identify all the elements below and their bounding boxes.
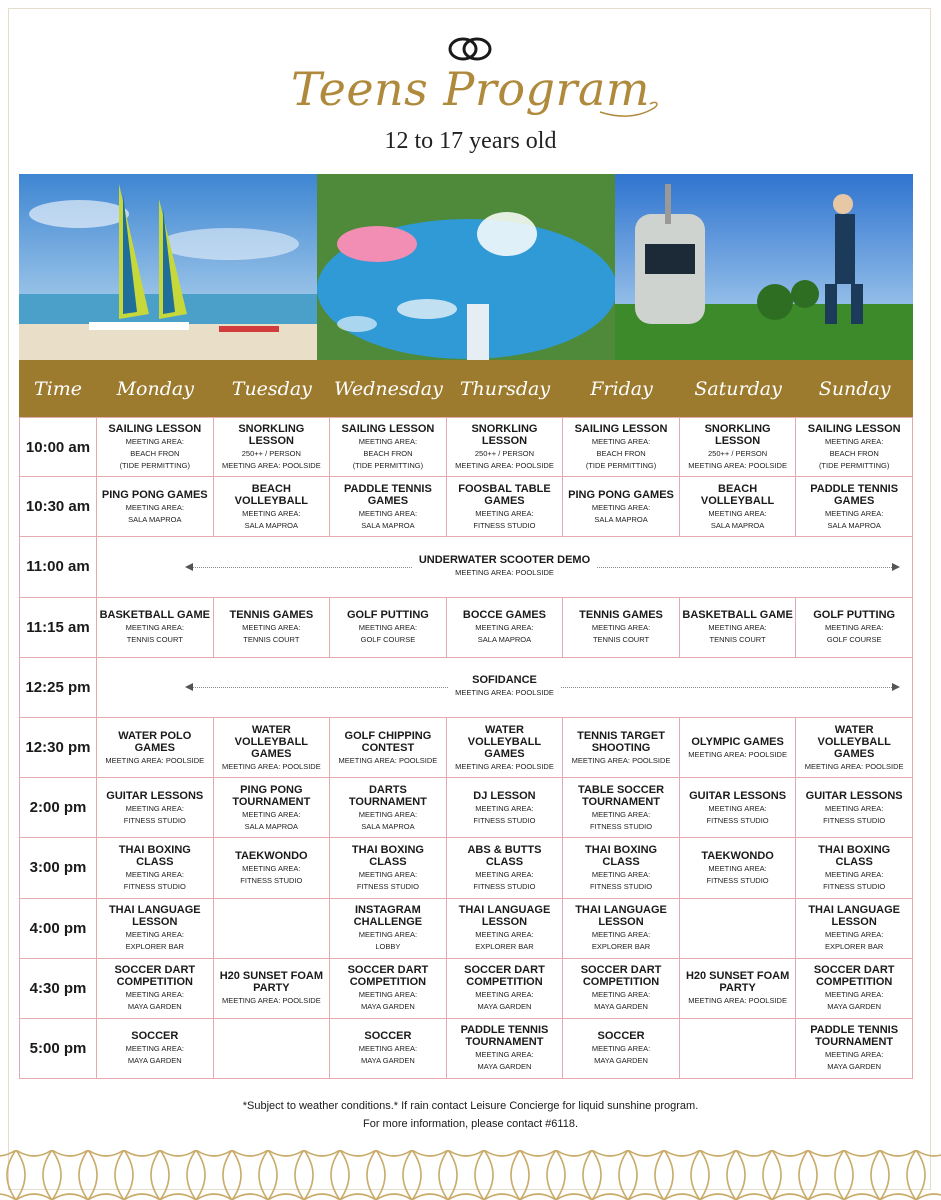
time-slot: 11:00 am bbox=[19, 537, 97, 596]
meeting-area: MEETING AREA: bbox=[824, 437, 884, 447]
meeting-area: BEACH FRON bbox=[596, 449, 646, 459]
schedule-row bbox=[19, 537, 913, 597]
activity-name: SAILING LESSON bbox=[108, 423, 202, 436]
activity-name: DARTS TOURNAMENT bbox=[348, 783, 427, 808]
event-label-box bbox=[449, 674, 560, 698]
meeting-area: MEETING AREA: bbox=[824, 508, 884, 518]
schedule-row bbox=[19, 477, 913, 537]
activity-cell bbox=[330, 899, 447, 958]
meeting-area: (TIDE PERMITTING) bbox=[585, 461, 657, 471]
activity-name: INSTAGRAM CHALLENGE bbox=[353, 904, 423, 929]
interlocking-rings-icon bbox=[446, 36, 494, 62]
activity-name: SAILING LESSON bbox=[807, 423, 901, 436]
header-day: Wednesday bbox=[333, 377, 443, 400]
activity-name: OLYMPIC GAMES bbox=[691, 735, 784, 748]
activity-name: SNORKLING LESSON bbox=[238, 423, 305, 448]
meeting-area: MEETING AREA: bbox=[358, 809, 418, 819]
meeting-area: SALA MAPROA bbox=[361, 520, 415, 530]
activity-cell bbox=[563, 959, 680, 1018]
activity-name: TAEKWONDO bbox=[701, 849, 774, 862]
meeting-area: MEETING AREA: bbox=[475, 930, 534, 940]
meeting-area: MEETING AREA: POOLSIDE bbox=[221, 996, 321, 1006]
meeting-area: MEETING AREA: bbox=[242, 809, 301, 819]
meeting-area: (TIDE PERMITTING) bbox=[818, 461, 890, 471]
meeting-area: SALA MAPROA bbox=[244, 821, 299, 831]
meeting-area: MEETING AREA: bbox=[824, 1050, 884, 1060]
time-slot: 2:00 pm bbox=[19, 778, 97, 837]
activity-name: THAI LANGUAGE LESSON bbox=[808, 904, 900, 929]
activity-name: PING PONG GAMES bbox=[568, 488, 674, 501]
time-slot: 10:00 am bbox=[19, 418, 97, 476]
activity-cell bbox=[680, 838, 797, 897]
activity-name: TENNIS GAMES bbox=[229, 609, 314, 622]
meeting-area: MEETING AREA: POOLSIDE bbox=[688, 461, 787, 471]
weather-note-text: *Subject to weather conditions.* If rain contact Leisure Concierge for liquid sunshine program. bbox=[242, 1100, 699, 1112]
header-day: Tuesday bbox=[231, 377, 312, 400]
meeting-area: MEETING AREA: POOLSIDE bbox=[688, 749, 787, 759]
meeting-area: MEETING AREA: bbox=[358, 1044, 418, 1054]
activity-cell bbox=[97, 477, 214, 536]
activity-cell bbox=[447, 1019, 564, 1078]
contact-note-text: For more information, please contact #6118. bbox=[362, 1118, 579, 1130]
activity-name: GOLF CHIPPING CONTEST bbox=[344, 729, 432, 754]
meeting-area: FITNESS STUDIO bbox=[589, 821, 653, 831]
meeting-area: MEETING AREA: bbox=[475, 869, 534, 879]
meeting-area: MEETING AREA: bbox=[475, 508, 534, 518]
activity-name: WATER VOLLEYBALL GAMES bbox=[817, 723, 891, 760]
meeting-area: FITNESS STUDIO bbox=[823, 815, 886, 825]
meeting-area: MEETING AREA: bbox=[475, 990, 534, 1000]
activity-cell bbox=[563, 1019, 680, 1078]
activity-name: WATER VOLLEYBALL GAMES bbox=[234, 723, 309, 760]
meeting-area: FITNESS STUDIO bbox=[706, 875, 769, 885]
schedule-grid bbox=[19, 417, 913, 1079]
activity-cell bbox=[214, 718, 331, 777]
activity-cell bbox=[447, 838, 564, 897]
activity-cell bbox=[97, 718, 214, 777]
activity-cell bbox=[447, 418, 564, 476]
time-slot: 3:00 pm bbox=[19, 838, 97, 897]
page-title: Teens Program bbox=[290, 62, 651, 116]
activity-cell bbox=[330, 838, 447, 897]
activity-cell bbox=[97, 899, 214, 958]
activity-name: SOCCER DART COMPETITION bbox=[813, 964, 895, 989]
meeting-area: FITNESS STUDIO bbox=[356, 881, 419, 891]
meeting-area: MEETING AREA: bbox=[824, 623, 884, 633]
time-slot: 12:25 pm bbox=[19, 658, 97, 717]
meeting-area: MAYA GARDEN bbox=[477, 1062, 532, 1072]
meeting-area: MAYA GARDEN bbox=[127, 1002, 182, 1012]
activity-cell bbox=[796, 778, 913, 837]
meeting-area: TENNIS COURT bbox=[243, 635, 300, 645]
activity-name: SNORKLING LESSON bbox=[704, 423, 771, 448]
meeting-area: MEETING AREA: POOLSIDE bbox=[221, 461, 321, 471]
meeting-area: GOLF COURSE bbox=[826, 635, 882, 645]
schedule-row bbox=[19, 838, 913, 898]
meeting-area: FITNESS STUDIO bbox=[123, 815, 186, 825]
activity-name: BEACH VOLLEYBALL bbox=[234, 482, 309, 507]
meeting-area: EXPLORER BAR bbox=[824, 942, 884, 952]
meeting-area: MEETING AREA: bbox=[358, 437, 418, 447]
meeting-area: MEETING AREA: bbox=[591, 1044, 651, 1054]
activity-cell bbox=[796, 838, 913, 897]
event-label-box bbox=[413, 554, 596, 578]
activity-name: PADDLE TENNIS TOURNAMENT bbox=[460, 1024, 549, 1049]
activity-cell bbox=[447, 718, 564, 777]
activity-cell bbox=[796, 418, 913, 476]
activity-cell bbox=[447, 899, 564, 958]
meeting-area: MEETING AREA: bbox=[824, 803, 884, 813]
activity-cell bbox=[796, 598, 913, 657]
activity-name: BASKETBALL GAME bbox=[99, 609, 210, 622]
activity-name: H20 SUNSET FOAM PARTY bbox=[219, 970, 323, 995]
meeting-area: MEETING AREA: bbox=[708, 803, 767, 813]
activity-cell bbox=[214, 477, 331, 536]
activity-name: DJ LESSON bbox=[473, 789, 536, 802]
golf-photo bbox=[615, 174, 913, 360]
activity-name: BOCCE GAMES bbox=[462, 609, 547, 622]
header-day: Saturday bbox=[694, 377, 782, 400]
meeting-area: FITNESS STUDIO bbox=[473, 881, 536, 891]
activity-name: THAI LANGUAGE LESSON bbox=[575, 904, 667, 929]
activity-cell bbox=[97, 778, 214, 837]
meeting-area: MEETING AREA: POOLSIDE bbox=[338, 755, 438, 765]
schedule-row bbox=[19, 899, 913, 959]
event-label bbox=[97, 554, 912, 580]
activity-name: GOLF PUTTING bbox=[813, 609, 896, 622]
meeting-area: FITNESS STUDIO bbox=[240, 875, 303, 885]
pool-foam-party-photo bbox=[317, 174, 615, 360]
activity-name: THAI BOXING CLASS bbox=[118, 843, 191, 868]
activity-name: SOCCER bbox=[364, 1030, 412, 1043]
meeting-area: EXPLORER BAR bbox=[591, 942, 651, 952]
activity-name: SNORKLING LESSON bbox=[471, 423, 538, 448]
activity-name: TENNIS GAMES bbox=[579, 609, 663, 622]
meeting-area: 250++ / PERSON bbox=[241, 449, 301, 459]
contact-note bbox=[0, 1118, 941, 1130]
meeting-area: MAYA GARDEN bbox=[360, 1056, 415, 1066]
meeting-area: 250++ / PERSON bbox=[707, 449, 768, 459]
activity-name: TAEKWONDO bbox=[235, 849, 308, 862]
activity-cell bbox=[796, 899, 913, 958]
activity-name: SOCCER bbox=[131, 1030, 179, 1043]
meeting-area: MEETING AREA: bbox=[125, 437, 184, 447]
meeting-area: TENNIS COURT bbox=[126, 635, 183, 645]
photo-banner bbox=[19, 174, 913, 360]
activity-name: BEACH VOLLEYBALL bbox=[700, 482, 775, 507]
empty-cell bbox=[680, 899, 797, 958]
meeting-area: MEETING AREA: bbox=[242, 508, 301, 518]
meeting-area: MEETING AREA: POOLSIDE bbox=[688, 996, 787, 1006]
meeting-area: MEETING AREA: POOLSIDE bbox=[221, 761, 321, 771]
activity-name: SOCCER DART COMPETITION bbox=[347, 964, 429, 989]
page-subtitle: 12 to 17 years old bbox=[384, 128, 557, 154]
meeting-area: SALA MAPROA bbox=[128, 514, 182, 524]
meeting-area: EXPLORER BAR bbox=[475, 942, 534, 952]
meeting-area: MEETING AREA: bbox=[125, 1044, 184, 1054]
meeting-area: SALA MAPROA bbox=[477, 635, 532, 645]
meeting-area: MAYA GARDEN bbox=[477, 1002, 532, 1012]
activity-name: SAILING LESSON bbox=[341, 423, 435, 436]
meeting-area: MEETING AREA: bbox=[591, 437, 651, 447]
activity-name: PADDLE TENNIS GAMES bbox=[344, 482, 432, 507]
activity-name: SOCCER bbox=[597, 1030, 645, 1043]
meeting-area: FITNESS STUDIO bbox=[473, 520, 536, 530]
schedule-row bbox=[19, 778, 913, 838]
activity-name: PADDLE TENNIS GAMES bbox=[810, 482, 899, 507]
meeting-area: FITNESS STUDIO bbox=[589, 881, 653, 891]
activity-cell bbox=[680, 718, 797, 777]
activity-cell bbox=[97, 598, 214, 657]
activity-cell bbox=[563, 718, 680, 777]
activity-cell bbox=[796, 959, 913, 1018]
meeting-area: LOBBY bbox=[375, 942, 401, 952]
activity-name: H20 SUNSET FOAM PARTY bbox=[685, 970, 790, 995]
meeting-area: MEETING AREA: bbox=[358, 508, 418, 518]
meeting-area: MEETING AREA: bbox=[824, 869, 884, 879]
header-day: Friday bbox=[590, 377, 653, 400]
schedule-row bbox=[19, 598, 913, 658]
activity-cell bbox=[214, 418, 331, 476]
meeting-area: MEETING AREA: bbox=[125, 803, 184, 813]
meeting-area: TENNIS COURT bbox=[709, 635, 766, 645]
activity-cell bbox=[563, 598, 680, 657]
meeting-area: MAYA GARDEN bbox=[827, 1002, 882, 1012]
meeting-area: FITNESS STUDIO bbox=[473, 815, 536, 825]
activity-cell bbox=[330, 959, 447, 1018]
meeting-area: MEETING AREA: bbox=[125, 623, 184, 633]
meeting-area: MEETING AREA: POOLSIDE bbox=[455, 688, 554, 698]
schedule-header bbox=[19, 360, 913, 417]
time-slot: 11:15 am bbox=[19, 598, 97, 657]
weather-note bbox=[0, 1100, 941, 1112]
time-slot: 12:30 pm bbox=[19, 718, 97, 777]
activity-cell bbox=[563, 899, 680, 958]
meeting-area: MEETING AREA: bbox=[358, 623, 418, 633]
activity-cell bbox=[330, 598, 447, 657]
activity-name: BASKETBALL GAME bbox=[682, 609, 793, 622]
meeting-area: FITNESS STUDIO bbox=[706, 815, 769, 825]
meeting-area: FITNESS STUDIO bbox=[823, 881, 886, 891]
empty-cell bbox=[214, 1019, 331, 1078]
schedule-row bbox=[19, 959, 913, 1019]
activity-cell bbox=[447, 959, 564, 1018]
meeting-area: MAYA GARDEN bbox=[594, 1056, 648, 1066]
activity-name: WATER VOLLEYBALL GAMES bbox=[467, 723, 542, 760]
sailing-catamaran-photo bbox=[19, 174, 317, 360]
activity-cell bbox=[97, 1019, 214, 1078]
activity-name: TENNIS TARGET SHOOTING bbox=[577, 729, 665, 754]
meeting-area: MAYA GARDEN bbox=[827, 1062, 882, 1072]
meeting-area: MEETING AREA: bbox=[591, 930, 651, 940]
meeting-area: MEETING AREA: bbox=[475, 1050, 534, 1060]
time-slot: 4:30 pm bbox=[19, 959, 97, 1018]
activity-cell bbox=[680, 959, 797, 1018]
meeting-area: MEETING AREA: bbox=[708, 623, 767, 633]
activity-cell bbox=[97, 418, 214, 476]
header-day: Sunday bbox=[818, 377, 891, 400]
meeting-area: MEETING AREA: bbox=[125, 990, 184, 1000]
header-day: Thursday bbox=[459, 377, 551, 400]
meeting-area: MAYA GARDEN bbox=[594, 1002, 648, 1012]
activity-name: GUITAR LESSONS bbox=[106, 789, 204, 802]
activity-name: GUITAR LESSONS bbox=[805, 789, 903, 802]
schedule-row bbox=[19, 1019, 913, 1079]
meeting-area: BEACH FRON bbox=[130, 449, 180, 459]
activity-name: SAILING LESSON bbox=[574, 423, 668, 436]
meeting-area: SALA MAPROA bbox=[827, 520, 881, 530]
meeting-area: MEETING AREA: POOLSIDE bbox=[804, 761, 904, 771]
activity-cell bbox=[796, 477, 913, 536]
meeting-area: MEETING AREA: bbox=[475, 623, 534, 633]
activity-name: SOFIDANCE bbox=[472, 674, 537, 687]
meeting-area: MAYA GARDEN bbox=[127, 1056, 182, 1066]
meeting-area: MEETING AREA: bbox=[824, 990, 884, 1000]
all-week-event bbox=[97, 658, 913, 717]
event-label bbox=[97, 674, 912, 700]
activity-name: SOCCER DART COMPETITION bbox=[580, 964, 662, 989]
activity-cell bbox=[447, 477, 564, 536]
activity-name: PADDLE TENNIS TOURNAMENT bbox=[810, 1024, 899, 1049]
meeting-area: MEETING AREA: bbox=[708, 508, 767, 518]
header-day: Monday bbox=[116, 377, 194, 400]
activity-name: UNDERWATER SCOOTER DEMO bbox=[418, 553, 591, 566]
meeting-area: MEETING AREA: bbox=[125, 930, 184, 940]
activity-name: THAI LANGUAGE LESSON bbox=[458, 904, 551, 929]
time-slot: 5:00 pm bbox=[19, 1019, 97, 1078]
meeting-area: MEETING AREA: bbox=[475, 803, 534, 813]
activity-name: THAI BOXING CLASS bbox=[818, 843, 891, 868]
meeting-area: MEETING AREA: bbox=[358, 930, 418, 940]
schedule-row bbox=[19, 658, 913, 718]
activity-cell bbox=[330, 778, 447, 837]
title-swash-flourish bbox=[598, 98, 664, 120]
activity-cell bbox=[447, 778, 564, 837]
activity-cell bbox=[447, 598, 564, 657]
activity-name: SOCCER DART COMPETITION bbox=[464, 964, 545, 989]
meeting-area: SALA MAPROA bbox=[594, 514, 648, 524]
meeting-area: GOLF COURSE bbox=[360, 635, 416, 645]
meeting-area: MEETING AREA: bbox=[125, 502, 184, 512]
activity-cell bbox=[796, 718, 913, 777]
meeting-area: 250++ / PERSON bbox=[474, 449, 535, 459]
activity-cell bbox=[97, 959, 214, 1018]
meeting-area: MEETING AREA: bbox=[358, 869, 418, 879]
activity-cell bbox=[680, 477, 797, 536]
meeting-area: TENNIS COURT bbox=[592, 635, 650, 645]
activity-name: ABS & BUTTS CLASS bbox=[467, 843, 542, 868]
meeting-area: MEETING AREA: bbox=[591, 623, 651, 633]
activity-cell bbox=[330, 1019, 447, 1078]
activity-name: THAI BOXING CLASS bbox=[351, 843, 424, 868]
activity-name: PING PONG GAMES bbox=[101, 488, 208, 501]
activity-cell bbox=[214, 778, 331, 837]
activity-cell bbox=[680, 418, 797, 476]
meeting-area: MEETING AREA: POOLSIDE bbox=[571, 755, 671, 765]
activity-cell bbox=[214, 838, 331, 897]
activity-cell bbox=[563, 838, 680, 897]
schedule-row bbox=[19, 417, 913, 477]
activity-name: GOLF PUTTING bbox=[346, 609, 429, 622]
empty-cell bbox=[214, 899, 331, 958]
activity-cell bbox=[330, 718, 447, 777]
activity-cell bbox=[563, 778, 680, 837]
meeting-area: MEETING AREA: bbox=[591, 869, 651, 879]
time-slot: 10:30 am bbox=[19, 477, 97, 536]
meeting-area: MEETING AREA: bbox=[824, 930, 884, 940]
activity-name: WATER POLO GAMES bbox=[118, 729, 192, 754]
empty-cell bbox=[680, 1019, 797, 1078]
activity-cell bbox=[563, 477, 680, 536]
time-slot: 4:00 pm bbox=[19, 899, 97, 958]
activity-name: THAI BOXING CLASS bbox=[584, 843, 658, 868]
meeting-area: MEETING AREA: bbox=[591, 990, 651, 1000]
meeting-area: MEETING AREA: bbox=[358, 990, 418, 1000]
meeting-area: (TIDE PERMITTING) bbox=[119, 461, 190, 471]
activity-name: TABLE SOCCER TOURNAMENT bbox=[578, 783, 665, 808]
meeting-area: MEETING AREA: POOLSIDE bbox=[455, 761, 554, 771]
meeting-area: BEACH FRON bbox=[829, 449, 879, 459]
meeting-area: SALA MAPROA bbox=[710, 520, 765, 530]
header-time: Time bbox=[33, 377, 82, 400]
meeting-area: MEETING AREA: POOLSIDE bbox=[455, 567, 554, 577]
activity-cell bbox=[563, 418, 680, 476]
all-week-event bbox=[97, 537, 913, 596]
activity-name: SOCCER DART COMPETITION bbox=[114, 964, 196, 989]
activity-name: FOOSBAL TABLE GAMES bbox=[458, 482, 551, 507]
activity-cell bbox=[97, 838, 214, 897]
meeting-area: MEETING AREA: POOLSIDE bbox=[455, 461, 554, 471]
activity-cell bbox=[680, 598, 797, 657]
activity-name: THAI LANGUAGE LESSON bbox=[108, 904, 201, 929]
meeting-area: SALA MAPROA bbox=[361, 821, 415, 831]
meeting-area: SALA MAPROA bbox=[244, 520, 299, 530]
meeting-area: (TIDE PERMITTING) bbox=[352, 461, 424, 471]
meeting-area: MEETING AREA: bbox=[591, 502, 651, 512]
decorative-lattice-pattern bbox=[0, 1150, 941, 1200]
activity-name: PING PONG TOURNAMENT bbox=[232, 783, 311, 808]
meeting-area: BEACH FRON bbox=[363, 449, 413, 459]
meeting-area: MAYA GARDEN bbox=[360, 1002, 415, 1012]
activity-cell bbox=[330, 477, 447, 536]
meeting-area: EXPLORER BAR bbox=[125, 942, 184, 952]
meeting-area: MEETING AREA: bbox=[242, 863, 301, 873]
meeting-area: MEETING AREA: bbox=[708, 863, 767, 873]
activity-name: GUITAR LESSONS bbox=[689, 789, 787, 802]
activity-cell bbox=[796, 1019, 913, 1078]
meeting-area: MEETING AREA: POOLSIDE bbox=[105, 755, 205, 765]
activity-cell bbox=[680, 778, 797, 837]
meeting-area: MEETING AREA: bbox=[125, 869, 184, 879]
activity-cell bbox=[214, 598, 331, 657]
meeting-area: MEETING AREA: bbox=[242, 623, 301, 633]
activity-cell bbox=[330, 418, 447, 476]
activity-cell bbox=[214, 959, 331, 1018]
meeting-area: MEETING AREA: bbox=[591, 809, 651, 819]
schedule-row bbox=[19, 718, 913, 778]
meeting-area: FITNESS STUDIO bbox=[123, 881, 186, 891]
